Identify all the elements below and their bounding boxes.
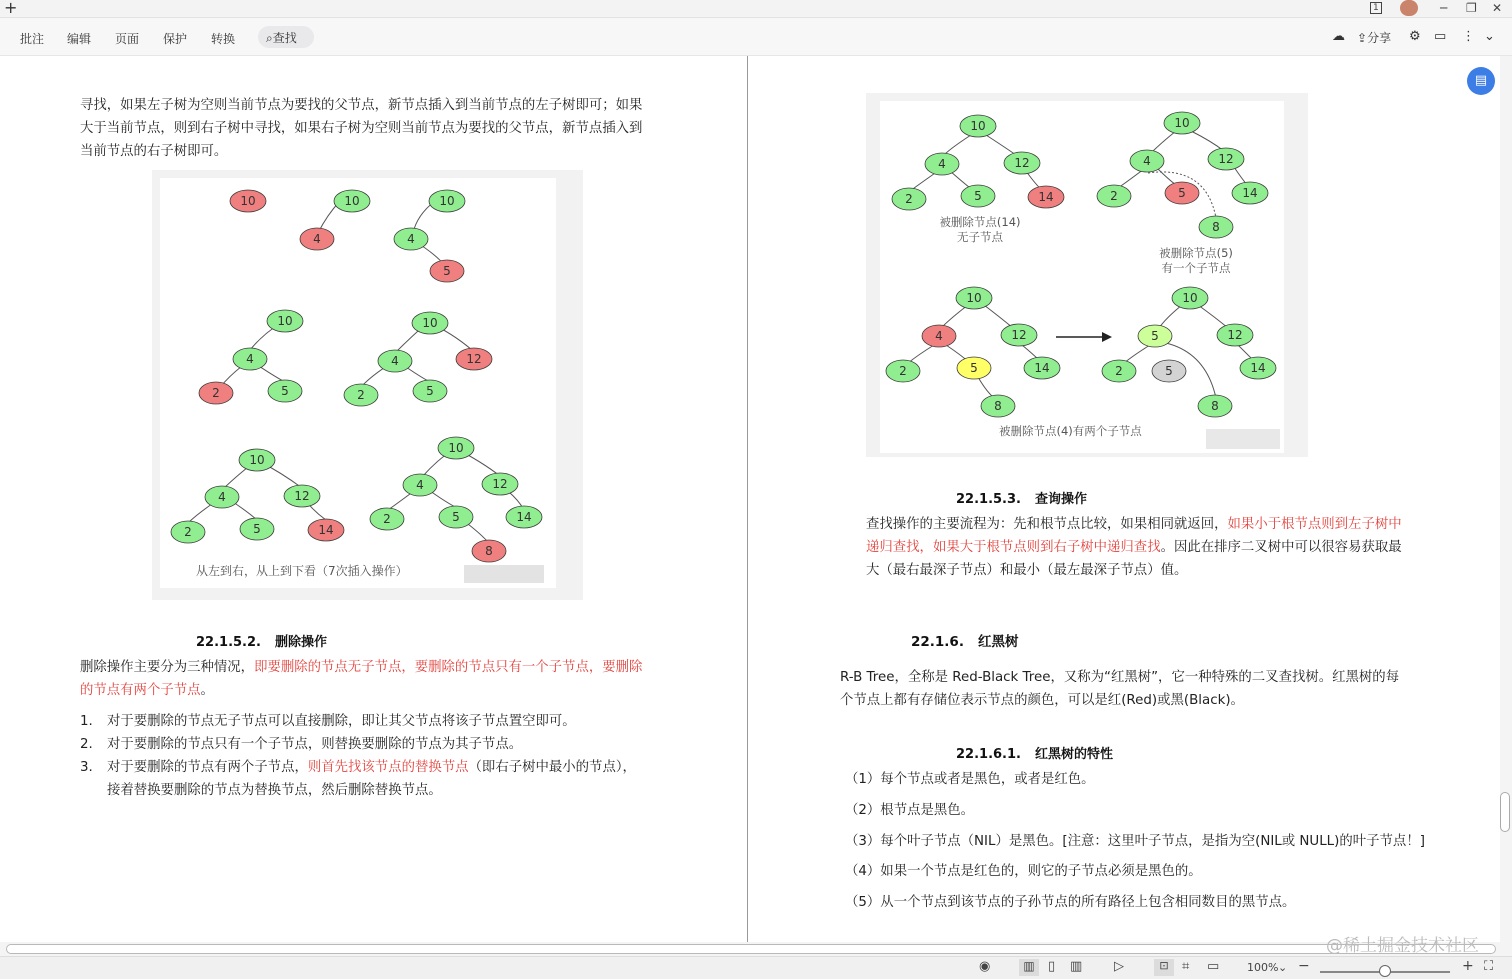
svg-text:10: 10 xyxy=(277,314,293,328)
menu-annotate[interactable]: 批注 xyxy=(20,32,45,46)
svg-text:14: 14 xyxy=(1250,361,1266,375)
book-view-icon[interactable]: ▥ xyxy=(1070,959,1083,974)
crop-icon[interactable]: ⌗ xyxy=(1182,959,1190,974)
insertion-tree-diagram xyxy=(152,170,583,600)
svg-text:14: 14 xyxy=(1242,186,1258,200)
intro-line-1: 寻找，如果左子树为空则当前节点为要找的父节点，新节点插入到当前节点的左子树即可；如果 xyxy=(80,98,643,113)
heading-title: 红黑树的特性 xyxy=(1034,747,1113,762)
fig-label-2a: 被删除节点(5) xyxy=(1159,246,1233,260)
svg-text:4: 4 xyxy=(391,354,399,368)
heading-delete xyxy=(196,631,327,650)
svg-text:8: 8 xyxy=(485,544,493,558)
svg-text:2: 2 xyxy=(1115,364,1123,378)
status-bar xyxy=(0,956,1512,979)
heading-number: 22.1.5.2. xyxy=(196,635,261,650)
svg-text:5: 5 xyxy=(974,189,982,203)
intro-line-3: 当前节点的右子树即可。 xyxy=(80,144,228,159)
svg-text:4: 4 xyxy=(1143,154,1151,168)
fig-label-3: 被删除节点(4)有两个子节点 xyxy=(999,424,1142,438)
svg-text:10: 10 xyxy=(249,453,265,467)
property-item: （2）根节点是黑色。 xyxy=(845,803,975,818)
title-bar xyxy=(0,0,1512,18)
property-item: （4）如果一个节点是红色的，则它的子节点必须是黑色的。 xyxy=(845,864,1202,879)
svg-text:2: 2 xyxy=(184,525,192,539)
document-icon: ▤ xyxy=(1474,73,1488,88)
svg-text:10: 10 xyxy=(439,194,455,208)
list-text-red: 则首先找该节点的替换节点 xyxy=(307,760,469,775)
intro-paragraph xyxy=(80,94,670,163)
svg-text:10: 10 xyxy=(1182,291,1198,305)
comment-icon[interactable]: ▭ xyxy=(1434,29,1447,44)
search-icon: ⌕ xyxy=(266,31,273,45)
heading-number: 22.1.6.1. xyxy=(956,747,1021,762)
heading-properties xyxy=(956,743,1113,762)
property-item: （3）每个叶子节点（NIL）是黑色。[注意：这里叶子节点，是指为空(NIL或 NULL)的叶子节点！] xyxy=(845,834,1425,849)
menu-edit[interactable]: 编辑 xyxy=(67,32,92,46)
svg-text:10: 10 xyxy=(966,291,982,305)
svg-text:5: 5 xyxy=(253,522,261,536)
fig-label-1 xyxy=(930,215,1030,245)
query-line2-red: 递归查找，如果大于根节点则到右子树中递归查找 xyxy=(866,540,1161,555)
fig-label-1b: 无子节点 xyxy=(957,230,1003,244)
svg-text:12: 12 xyxy=(466,352,482,366)
svg-text:14: 14 xyxy=(1034,361,1050,375)
close-icon[interactable]: ✕ xyxy=(1492,1,1503,15)
list-text-pre: 对于要删除的节点有两个子节点， xyxy=(107,760,308,775)
heading-query xyxy=(956,488,1087,507)
query-line1-red: 如果小于根节点则到左子树中 xyxy=(1227,517,1402,532)
rbtree-paragraph xyxy=(840,666,1440,712)
svg-text:4: 4 xyxy=(935,329,943,343)
delete-paragraph xyxy=(80,656,670,702)
toolbar xyxy=(0,18,1512,56)
play-icon[interactable]: ▷ xyxy=(1114,959,1124,974)
property-item: （5）从一个节点到该节点的子孙节点的所有路径上包含相同数目的黑节点。 xyxy=(845,895,1296,910)
svg-text:5: 5 xyxy=(1165,364,1173,378)
page-view-icon[interactable]: ▯ xyxy=(1048,959,1056,974)
svg-text:4: 4 xyxy=(407,232,415,246)
heading-number: 22.1.5.3. xyxy=(956,492,1021,507)
settings-icon[interactable]: ⚙ xyxy=(1409,29,1421,44)
svg-text:12: 12 xyxy=(1227,328,1243,342)
list-text-post: （即右子树中最小的节点）， xyxy=(468,760,636,775)
list-item xyxy=(80,733,523,756)
chevron-down-icon[interactable]: ⌄ xyxy=(1484,29,1495,44)
document-page-left xyxy=(0,56,747,942)
svg-text:10: 10 xyxy=(970,119,986,133)
svg-text:5: 5 xyxy=(970,361,978,375)
list-item xyxy=(80,710,576,733)
svg-text:8: 8 xyxy=(994,399,1002,413)
single-page-view-icon[interactable]: ▥ xyxy=(1019,959,1039,976)
svg-text:10: 10 xyxy=(422,316,438,330)
rbtree-line-2: 个节点上都有存储位表示节点的颜色，可以是红(Red)或黑(Black)。 xyxy=(840,693,1244,708)
svg-text:2: 2 xyxy=(1110,189,1118,203)
more-icon[interactable]: ⋮ xyxy=(1462,29,1475,44)
list-number: 1. xyxy=(80,714,93,729)
fig-label-2 xyxy=(1146,246,1246,276)
svg-text:2: 2 xyxy=(899,364,907,378)
share-label: 分享 xyxy=(1367,31,1392,45)
new-tab-icon[interactable]: + xyxy=(4,0,18,17)
share-button[interactable] xyxy=(1357,29,1391,46)
svg-text:5: 5 xyxy=(452,510,460,524)
heading-title: 红黑树 xyxy=(977,634,1019,650)
svg-text:12: 12 xyxy=(492,477,508,491)
svg-text:10: 10 xyxy=(1174,116,1190,130)
zoom-in-icon[interactable]: + xyxy=(1462,958,1474,974)
query-paragraph xyxy=(866,513,1426,582)
search-button[interactable] xyxy=(258,26,314,48)
list-item xyxy=(80,756,667,802)
svg-text:14: 14 xyxy=(516,510,532,524)
list-text-line2: 接着替换要删除的节点为替换节点，然后删除替换节点。 xyxy=(107,783,442,798)
menu-protect[interactable]: 保护 xyxy=(163,32,188,46)
svg-text:2: 2 xyxy=(357,388,365,402)
zoom-out-icon[interactable]: − xyxy=(1298,958,1310,974)
svg-text:2: 2 xyxy=(383,512,391,526)
fit-page-icon[interactable]: ⊡ xyxy=(1154,959,1174,976)
svg-text:4: 4 xyxy=(218,490,226,504)
svg-text:10: 10 xyxy=(448,441,464,455)
svg-text:5: 5 xyxy=(443,264,451,278)
tab-counter[interactable]: 1 xyxy=(1370,2,1382,14)
fig-label-2b: 有一个子节点 xyxy=(1161,261,1231,275)
query-line2-post: 。因此在排序二叉树中可以很容易获取最 xyxy=(1160,540,1402,555)
zoom-dropdown-icon[interactable]: ⌄ xyxy=(1278,961,1288,974)
avatar[interactable] xyxy=(1400,0,1418,16)
zoom-level[interactable]: 100% xyxy=(1247,961,1279,974)
insertion-figure xyxy=(152,170,583,600)
heading-rbtree xyxy=(911,630,1018,650)
restore-icon[interactable]: ❐ xyxy=(1466,1,1477,15)
svg-text:5: 5 xyxy=(281,384,289,398)
svg-text:12: 12 xyxy=(1218,152,1234,166)
horizontal-scroll-thumb[interactable] xyxy=(6,944,1496,954)
svg-text:8: 8 xyxy=(1212,220,1220,234)
svg-text:12: 12 xyxy=(1014,156,1030,170)
fullscreen-icon[interactable]: ⛶ xyxy=(1484,959,1494,974)
share-icon: ⇪ xyxy=(1357,31,1368,45)
list-number: 3. xyxy=(80,760,93,775)
list-text: 对于要删除的节点无子节点可以直接删除，即让其父节点将该子节点置空即可。 xyxy=(107,714,576,729)
menu-convert[interactable]: 转换 xyxy=(211,32,236,46)
svg-text:4: 4 xyxy=(313,232,321,246)
watermark: @稀土掘金技术社区 xyxy=(1326,936,1479,956)
svg-text:14: 14 xyxy=(318,523,334,537)
search-label: 查找 xyxy=(272,31,297,45)
deletion-figure xyxy=(866,93,1308,457)
list-text: 对于要删除的节点只有一个子节点，则替换要删除的节点为其子节点。 xyxy=(107,737,523,752)
query-line3: 大（最右最深子节点）和最小（最左最深子节点）值。 xyxy=(866,563,1188,578)
query-line1-pre: 查找操作的主要流程为：先和根节点比较，如果相同就返回， xyxy=(866,517,1228,532)
cloud-sync-icon[interactable]: ☁ xyxy=(1332,29,1345,44)
figure-caption: 从左到右，从上到下看（7次插入操作） xyxy=(196,564,408,578)
list-number: 2. xyxy=(80,737,93,752)
svg-text:2: 2 xyxy=(212,386,220,400)
heading-number: 22.1.6. xyxy=(911,634,964,650)
menu-page[interactable]: 页面 xyxy=(115,32,140,46)
svg-text:8: 8 xyxy=(1211,399,1219,413)
svg-text:5: 5 xyxy=(426,384,434,398)
svg-text:12: 12 xyxy=(1011,328,1027,342)
svg-text:10: 10 xyxy=(344,194,360,208)
svg-text:14: 14 xyxy=(1038,190,1054,204)
delete-para-prefix: 删除操作主要分为三种情况， xyxy=(80,660,255,675)
svg-text:5: 5 xyxy=(1151,329,1159,343)
property-item: （1）每个节点或者是黑色，或者是红色。 xyxy=(845,772,1095,787)
svg-text:4: 4 xyxy=(416,478,424,492)
svg-text:2: 2 xyxy=(905,192,913,206)
floating-tool-button[interactable] xyxy=(1467,67,1495,95)
svg-text:12: 12 xyxy=(294,489,310,503)
fig-label-1a: 被删除节点(14) xyxy=(939,215,1021,229)
svg-text:4: 4 xyxy=(938,157,946,171)
intro-line-2: 大于当前节点，则到右子树中寻找，如果右子树为空则当前节点为要找的父节点，新节点插入到 xyxy=(80,121,643,136)
delete-para-red-1: 即要删除的节点无子节点，要删除的节点只有一个子节点，要删除 xyxy=(254,660,643,675)
delete-para-red-2: 的节点有两个子节点 xyxy=(80,683,201,698)
minimize-icon[interactable]: ─ xyxy=(1440,1,1448,15)
heading-title: 删除操作 xyxy=(274,635,327,650)
zoom-slider-knob[interactable] xyxy=(1379,965,1391,977)
eye-protect-icon[interactable]: ◉ xyxy=(979,959,991,974)
heading-title: 查询操作 xyxy=(1034,492,1087,507)
document-page-right xyxy=(748,56,1500,942)
delete-para-suffix: 。 xyxy=(200,683,214,698)
svg-text:10: 10 xyxy=(240,194,256,208)
vertical-scroll-thumb[interactable] xyxy=(1500,792,1510,832)
svg-text:5: 5 xyxy=(1178,186,1186,200)
rbtree-line-1: R-B Tree，全称是 Red-Black Tree，又称为“红黑树”，它一种特殊的二叉查找树。红黑树的每 xyxy=(840,670,1400,685)
full-width-icon[interactable]: ▭ xyxy=(1207,959,1220,974)
svg-text:4: 4 xyxy=(246,352,254,366)
